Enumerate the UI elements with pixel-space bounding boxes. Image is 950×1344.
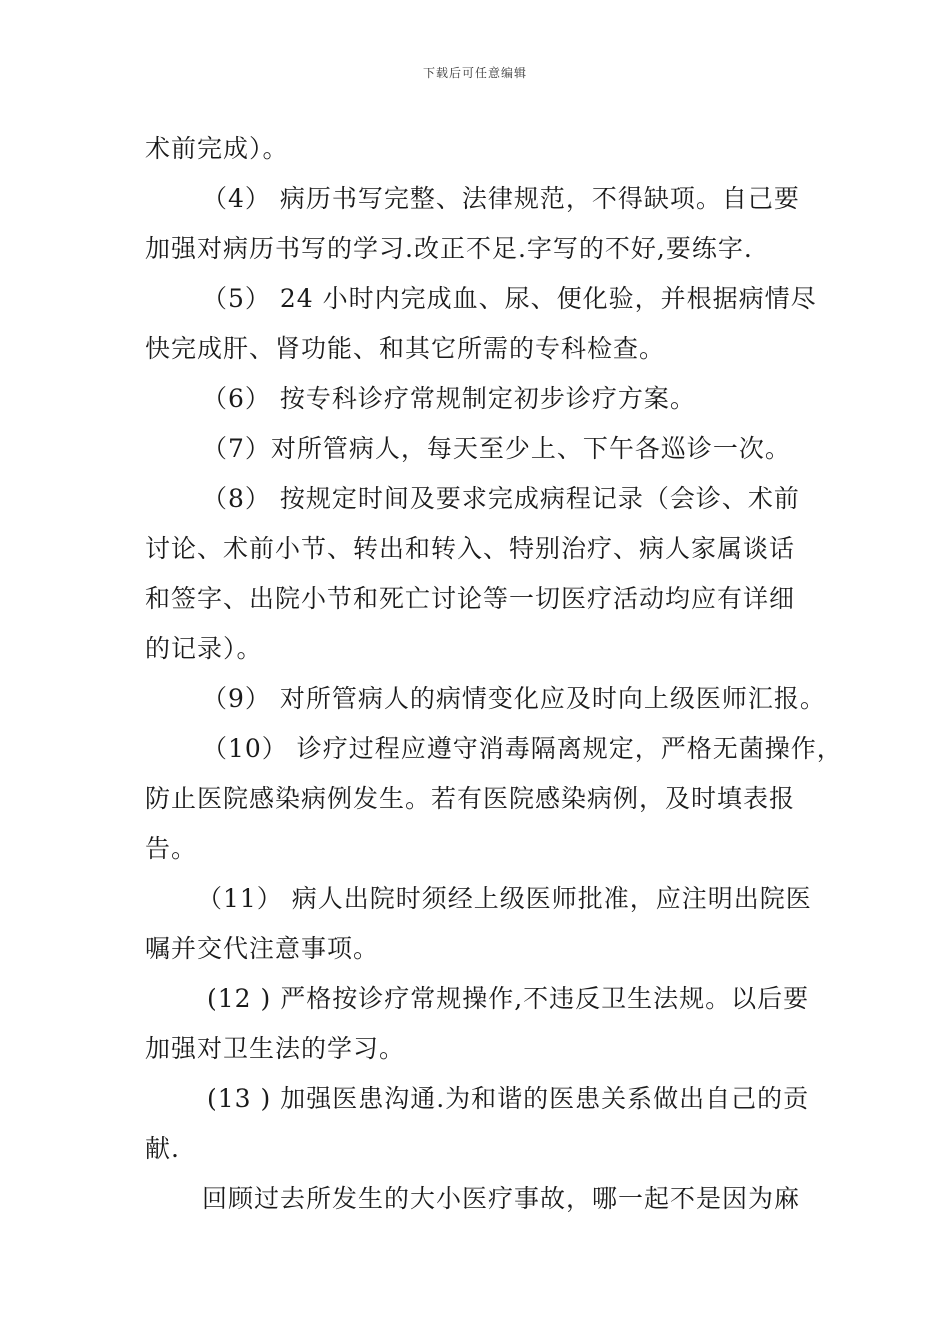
text-line: （4） 病历书写完整、法律规范，不得缺项。自己要 (202, 184, 800, 213)
text-line: （7）对所管病人，每天至少上、下午各巡诊一次。 (202, 434, 791, 463)
text-line: 嘱并交代注意事项。 (145, 934, 380, 963)
text-line: （6） 按专科诊疗常规制定初步诊疗方案。 (202, 384, 696, 413)
paragraph-continuation (145, 124, 810, 174)
text-line: 术前完成）。 (145, 134, 289, 163)
text-line: （11） 病人出院时须经上级医师批准，应注明出院医 (197, 884, 812, 913)
paragraph-item-10 (145, 724, 843, 874)
paragraph-item-6 (145, 374, 810, 424)
paragraph-item-8 (145, 474, 810, 674)
paragraph-item-12 (145, 974, 810, 1074)
text-line: 快完成肝、肾功能、和其它所需的专科检查。 (145, 334, 666, 363)
paragraph-item-5 (145, 274, 817, 374)
paragraph-item-11 (145, 874, 810, 974)
text-line: 讨论、术前小节、转出和转入、特别治疗、病人家属谈话 (145, 534, 796, 563)
text-line: （9） 对所管病人的病情变化应及时向上级医师汇报。 (202, 684, 826, 713)
paragraph-item-9 (145, 674, 826, 724)
text-line: 加强对卫生法的学习。 (145, 1034, 406, 1063)
text-line: 防止医院感染病例发生。若有医院感染病例，及时填表报 (145, 784, 796, 813)
header-note: 下载后可任意编辑 (422, 66, 527, 80)
paragraph-item-13 (145, 1074, 810, 1174)
text-line: （8） 按规定时间及要求完成病程记录（会诊、术前 (202, 484, 800, 513)
text-line: 告。 (145, 834, 198, 863)
text-line: （10） 诊疗过程应遵守消毒隔离规定，严格无菌操作， (202, 734, 843, 763)
text-line: (13 ) 加强医患沟通.为和谐的医患关系做出自己的贡 (207, 1084, 810, 1113)
paragraph-review (145, 1174, 810, 1224)
text-line: (12 ) 严格按诊疗常规操作,不违反卫生法规。以后要 (207, 984, 810, 1013)
text-line: 的记录）。 (145, 634, 263, 663)
paragraph-item-4 (145, 174, 810, 274)
paragraph-item-7 (145, 424, 810, 474)
document-body (145, 124, 843, 1224)
text-line: 加强对病历书写的学习.改正不足.字写的不好,要练字. (145, 234, 753, 263)
text-line: （5） 24 小时内完成血、尿、便化验，并根据病情尽 (202, 284, 817, 313)
text-line: 献. (145, 1134, 180, 1163)
text-line: 回顾过去所发生的大小医疗事故，哪一起不是因为麻 (202, 1184, 801, 1213)
text-line: 和签字、出院小节和死亡讨论等一切医疗活动均应有详细 (145, 584, 796, 613)
